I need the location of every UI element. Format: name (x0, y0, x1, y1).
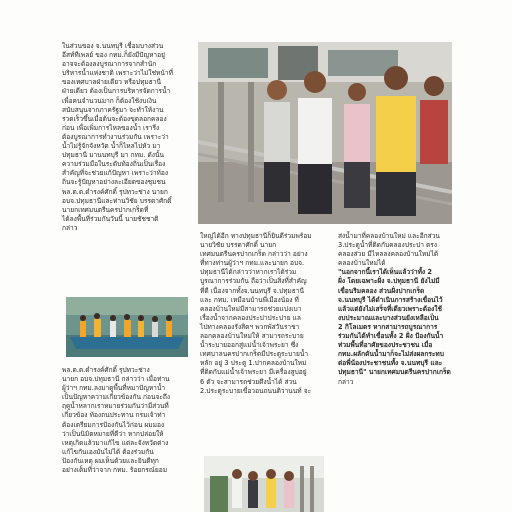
text-line: ในส่วนของ จ.นนทบุรี เชื่อมบางส่วน (62, 42, 164, 50)
text-line: 6 ตัว จะสามารถช่วยดึงน้ำได้ ส่วน (200, 377, 297, 386)
text-line: กทม.ผลักดันน้ำมาก็จะไม่ส่งผลกระทบ (338, 350, 444, 359)
text-line: ได้ลงพื้นที่ร่วมกันวันนี้ นายชัชชาติ (62, 214, 159, 223)
text-line: 2.ประตูระบายเขื่อวอนถนนติวานนท์ จะ (200, 386, 312, 395)
text-line: ที่ติดกับแม่น้ำเจ้าพระยา มีเครื่องสูบอยู่ (200, 368, 307, 377)
text-line: 2 กิโลเมตร หากสามารถบูรณาการ (338, 322, 438, 331)
left-column-lower-text (62, 366, 195, 475)
text-line: ต่อพี่น้องประชาชนทั้ง จ.นนทบุรี และ (338, 359, 443, 368)
text-line: เรื่องน้ำจากคลองประปาประปาย แล (200, 313, 301, 322)
text-line: ปทุมธานีได้กล่าวว่าหากเราได้ร่วม (200, 268, 297, 277)
text-line: ที่ดี เนื่องจากทั้งจ.นนทบุรี จ.ปทุมธานี (200, 286, 305, 295)
text-line: กล่าว (62, 223, 78, 232)
text-line: คลองส่วย มีไหลลงคลองบ้านใหม่ได้ (338, 250, 439, 259)
text-line: งบประมาณและบางส่วนยังเหลือเป็น (338, 313, 439, 322)
text-line: ว่าเป็นนิมิตหมายที่ดีว่า หากปล่อยให้ (62, 429, 164, 438)
text-line: ผู้ว่าฯ กทม.ลงมาดูพื้นที่หมาปัญหาน้ำ (62, 384, 166, 393)
text-line: ใหญ่ได้อีก ทางปทุมธานีก็ยินดีร่วมพร้อม (200, 232, 312, 240)
officials-photo (198, 42, 452, 224)
text-line: ก่อน เพื่อเพิ่มการไหลของน้ำ เรารีง (62, 123, 160, 132)
text-line: อาจจะต้องลงบูรณาการจากสำนัก (62, 60, 157, 69)
text-line: พล.ต.ต.ดำรงค์ศักดิ์ รุปทวะช่าง (62, 366, 150, 374)
text-line: ไปทางคลองรังสิตฯ พวกพัสวันราชา (200, 322, 300, 331)
text-line: "นอกจากนี้เราได้เห็นแล้วว่าทั้ง 2 (338, 268, 433, 277)
text-line: นายก อบจ.ปทุมธานี กล่าวว่า เมื่อท่าน (62, 375, 170, 384)
text-line: หลัก อยู่ 3 ประตู 1.ปากคลองบ้านใหม่ (200, 359, 307, 368)
text-line: เพื่อคนจำนวนมาก ก็ต้องใช้งบเงิน (62, 96, 157, 105)
text-line: นายวิชัย บรรดาศักดิ์ นายก (200, 241, 277, 250)
text-line: สำคัญที่จะช่วยแก้ปัญหา เพราะว่าท้อง (62, 169, 169, 178)
text-line: น้ำไม่รู้จักจังหวัด น้ำก็ไหลไปหัว มา (62, 142, 161, 151)
text-line: เหตุเกิดแล้วมาแก้ไข แต่ละจังหวัดต่าง (62, 438, 169, 447)
text-line: แก้ไขกันเองมันไม่ได้ ต้องร่วมกัน (62, 447, 154, 456)
text-line: เป็นปัญหาความเกี่ยวข้องกัน ก่อนจะถึง (62, 393, 171, 402)
text-line: ของเทศบาลฝ่ายเดียว หรือปทุมธานี (62, 78, 161, 87)
text-line: ป้องกันเหตุ ผมเห็นด้วยและยินดีทุก (62, 456, 159, 465)
text-line: แล้วแต่ยังไม่เสร็จที่เดียวเพราะต้องใช้ (338, 304, 442, 313)
text-line: จ.นนทบุรี ได้ดำเนินการสร้างเขื่อนไว้ (338, 295, 443, 304)
text-line: บูรณาการร่วมกัน ถือว่าเป็นสิ่งที่สำคัญ (200, 277, 307, 286)
text-line: ถิ่นจะรู้ปัญหาอย่างละเอียดของชุมชน (62, 178, 166, 187)
text-line: ปทุมธานี" นายกเทศมนตรีนครปากเกร็ด (338, 368, 451, 377)
text-line: 3.ประตูน้ำที่ติดกับคลองประปา ตรง (338, 241, 438, 250)
text-line: ฤดูน้ำหลากเราหมายร่วมกันว่ามีส่วนที่ (62, 402, 169, 411)
text-line: ลอกคลองบ้านใหม่ให้ สามารถระบาย (200, 332, 304, 341)
text-line: เขื่อนริมคลอง ส่วนฝั่งปากเกร็ด (338, 286, 425, 295)
left-column-text (62, 42, 195, 233)
text-line: นายกเทศมนตรีนครปากเกร็ดที่ (62, 205, 149, 214)
text-line: เทศมนตรีนครปากเกร็ด กล่าวว่า อย่าง (200, 250, 308, 259)
text-line: รวดเร็วขึ้นเมื่อต้นจะต้องขุดลอกคลอง (62, 114, 167, 123)
text-line: บริหารน้ำแห่งชาติ เพราะว่าไม่ใช่หน้าที่ (62, 69, 173, 78)
text-line: คลองบ้านใหม่ได้ (338, 259, 386, 268)
text-line: อย่างเต็มที่ว่าจาก กทม. ร้อยกรณ์ยอม (62, 466, 168, 475)
text-line: เทศบาลนครปากเกร็ดมีประตูระบายน้ำ (200, 350, 309, 359)
text-line: ปทุมธานี มานนทบุรี มา กทม. ดังนั้น (62, 151, 164, 160)
text-line: สนับสนุนจากภาครัฐมา จะทำให้งาน (62, 105, 164, 114)
text-line: ร่วมกันได้ทำเขื่อนทั้ง 2 ฝั่ง ป้องกันน้ำ (338, 332, 444, 341)
right-column-text (338, 232, 460, 387)
text-line: ฝ่ายเดียว ต้องเป็นการบริหารจัดการน้ำ (62, 87, 171, 96)
text-line: ต้องเตรียมการป้องกันไว้ก่อน ผมมอง (62, 420, 165, 429)
text-line: ฝั่ง โดยเฉพาะฝั่ง จ.ปทุมธานี ยังไม่มี (338, 277, 440, 286)
site-visit-photo (204, 456, 324, 512)
text-line: อบจ.ปทุมธานีและท่านวิชัย บรรดาศักดิ์ (62, 196, 172, 205)
text-line: กล่าว (338, 377, 354, 386)
text-line: และ กทม. เหมือนบ้านพี่เมืองน้อง ที่ (200, 295, 299, 304)
text-line: เกี่ยวข้อง ท้องถนประทาน กรมเจ้าท่า (62, 411, 166, 420)
text-line: ที่ทางท่านผู้ว่าฯ กทม.และนายก อบจ. (200, 259, 305, 268)
text-line: ความร่วมมือในระดับท้องถิ่นเป็นเรื่อง (62, 160, 166, 169)
text-line: อีสท์ทีเพลย์ ของ กทม.ก็ยังมีปัญหาอยู่ (62, 51, 165, 60)
text-line: คลองบ้านใหม่มีสามารถช่วยแบ่งเบา (200, 304, 302, 313)
text-line: น้ำระบายออกสู่แม่น้ำเจ้าพระยา ซึ่ง (200, 341, 299, 350)
text-line: ท่วมพื้นที่อาศัยของประชาชน เมื่อ (338, 341, 433, 350)
text-line: พล.ต.ต.ดำรงค์ศักดิ์ รุปทวะช่าง นายก (62, 187, 168, 196)
boat-photo (66, 297, 188, 357)
text-line: ส่งน้ำมาที่คลองบ้านใหม่ และอีกส่วน (338, 232, 440, 240)
text-line: ต้องบูรณาการทำงานร่วมกัน เพราะว่า (62, 132, 169, 141)
middle-column-text (200, 232, 331, 396)
